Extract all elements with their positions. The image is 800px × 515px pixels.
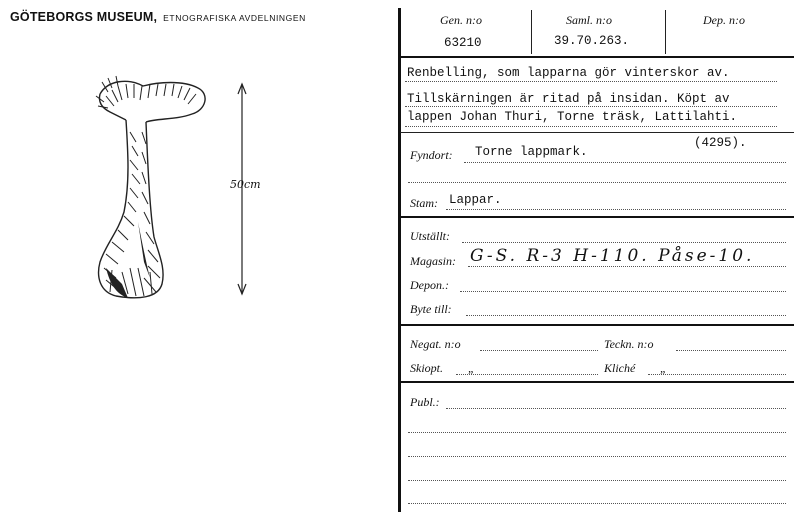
magasin-value: G-S. R-3 H-110. Påse-10. (470, 246, 755, 266)
depon-label: Depon.: (410, 278, 449, 292)
line-rule (676, 350, 786, 351)
line-rule (456, 374, 598, 375)
magasin-label: Magasin: (410, 254, 456, 268)
header-divider (665, 10, 666, 54)
line-rule (480, 350, 598, 351)
header-divider (531, 10, 532, 54)
line-rule (405, 81, 777, 82)
line-rule (408, 503, 786, 504)
line-rule (446, 209, 786, 210)
line-rule (460, 291, 786, 292)
section-rule (400, 381, 794, 383)
scale-label: 50cm (230, 178, 261, 191)
description-line-1: Renbelling, som lapparna gör vinterskor av. (407, 66, 730, 80)
line-rule (468, 266, 786, 267)
line-rule (446, 408, 786, 409)
gen-value: 63210 (444, 36, 482, 50)
line-rule (462, 242, 786, 243)
museum-name: GÖTEBORGS MUSEUM, (10, 10, 158, 24)
utstallt-label: Utställt: (410, 229, 451, 243)
kliche-ditto: „ (660, 361, 667, 375)
description-line-3: lappen Johan Thuri, Torne träsk, Lattilahti. (407, 110, 738, 124)
reindeer-boot-sketch-icon (88, 72, 218, 307)
museum-title (10, 10, 306, 24)
line-rule (408, 432, 786, 433)
gen-label: Gen. n:o (440, 13, 482, 27)
fyndort-label: Fyndort: (410, 148, 453, 162)
dep-label: Dep. n:o (703, 13, 745, 27)
kliche-label: Kliché (604, 361, 636, 375)
skiopt-label: Skiopt. (410, 361, 443, 375)
line-rule (405, 126, 777, 127)
line-rule (405, 106, 777, 107)
line-rule (408, 182, 786, 183)
ref-number: (4295). (694, 136, 747, 150)
header-rule (398, 56, 794, 58)
saml-label: Saml. n:o (566, 13, 612, 27)
line-rule (408, 480, 786, 481)
publ-label: Publ.: (410, 395, 440, 409)
teckn-label: Teckn. n:o (604, 337, 654, 351)
byte-label: Byte till: (410, 302, 452, 316)
negat-label: Negat. n:o (410, 337, 461, 351)
skiopt-ditto: „ (468, 361, 475, 375)
stam-value: Lappar. (449, 193, 502, 207)
line-rule (466, 315, 786, 316)
saml-value: 39.70.263. (554, 34, 630, 48)
description-line-2: Tillskärningen är ritad på insidan. Köpt av (407, 92, 730, 106)
line-rule (408, 456, 786, 457)
section-rule (400, 132, 794, 133)
stam-label: Stam: (410, 196, 438, 210)
line-rule (648, 374, 786, 375)
section-rule (400, 324, 794, 326)
fyndort-value: Torne lappmark. (475, 145, 588, 159)
department-name: ETNOGRAFISKA AVDELNINGEN (163, 13, 306, 23)
section-rule (400, 216, 794, 218)
line-rule (464, 162, 786, 163)
